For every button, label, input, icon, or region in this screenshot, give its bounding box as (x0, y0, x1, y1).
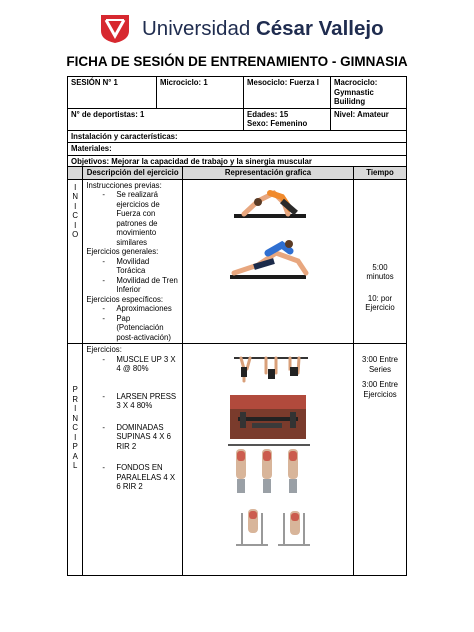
page-title: FICHA DE SESIÓN DE ENTRENAMIENTO - GIMNASIA (66, 54, 408, 69)
strength-exercise-illustration (186, 345, 350, 571)
principal-letter: N (72, 413, 78, 423)
list-item-text: DOMINADAS SUPINAS 4 X 6 RIR 2 (116, 422, 171, 451)
list-item-text: Ejercicios generales: (86, 247, 159, 256)
list-item-text: Instrucciones previas: (86, 180, 162, 190)
bullet-dash: - (102, 463, 105, 472)
bullet-dash: - (102, 304, 105, 313)
bullet-dash: - (102, 190, 105, 199)
list-item (86, 355, 179, 374)
list-item (86, 314, 179, 343)
level: Nivel: Amateur (331, 108, 407, 130)
athletes-count: N° de deportistas: 1 (68, 108, 244, 130)
time-inicio (354, 179, 407, 344)
list-item-text: Movilidad Torácica (116, 256, 150, 275)
ages: Edades: 15 (247, 109, 289, 119)
list-item (86, 247, 179, 257)
description-header: Descripción del ejercicio (83, 167, 183, 180)
table-row-inicio (68, 179, 407, 344)
list-item-text: Se realizará ejercicios de Fuerza con patrones de movimiento similares (116, 190, 160, 247)
principal-letter: I (74, 404, 77, 413)
list-item (86, 257, 179, 276)
bullet-dash: - (102, 422, 105, 432)
inicio-letter: N (72, 192, 78, 201)
phase-label-principal (68, 344, 83, 576)
list-item-text: Aproximaciones (116, 304, 172, 313)
list-item (86, 181, 179, 191)
description-principal (83, 344, 183, 576)
principal-letter: P (72, 442, 78, 451)
inicio-letter: I (74, 201, 77, 211)
principal-letter: L (72, 461, 78, 470)
time-principal-exercises: 3:00 Entre Ejercicios (362, 380, 398, 399)
mesocycle: Mesociclo: Fuerza I (244, 77, 331, 109)
graphic-inicio (182, 179, 353, 344)
bullet-dash: - (102, 275, 105, 285)
university-name: Universidad César Vallejo (142, 17, 384, 40)
table-row-principal (68, 344, 407, 576)
session-info-table (67, 76, 407, 168)
mobility-exercise-illustration (186, 181, 350, 327)
sex: Sexo: Femenino (247, 119, 308, 128)
bullet-dash: - (102, 391, 105, 401)
graphic-header: Representación grafica (182, 167, 353, 180)
phase-header (68, 167, 83, 180)
list-item (86, 345, 179, 355)
installation: Instalación y características: (68, 130, 407, 143)
university-logo (100, 14, 384, 44)
inicio-letter: O (72, 230, 79, 239)
list-item-text: Ejercicios específicos: (86, 294, 164, 304)
bullet-dash: - (102, 256, 105, 266)
list-item (86, 423, 179, 452)
principal-letter: P (72, 385, 78, 394)
list-item (86, 295, 179, 305)
list-item-text: FONDOS EN PARALELAS 4 X 6 RIR 2 (116, 463, 176, 491)
bullet-dash: - (102, 313, 105, 323)
microcycle: Microciclo: 1 (157, 77, 244, 109)
inicio-letter: I (74, 182, 77, 192)
ages-sex (244, 108, 331, 130)
list-item-text: LARSEN PRESS 3 X 4 80% (116, 391, 177, 410)
inicio-letter: I (74, 220, 77, 230)
objectives: Objetivos: Mejorar la capacidad de trabajo y la sinergia muscular (68, 155, 407, 168)
principal-letter: A (72, 451, 78, 461)
materials: Materiales: (68, 143, 407, 156)
inicio-letter: C (72, 211, 78, 220)
time-principal (354, 344, 407, 576)
macrocycle: Macrociclo: Gymnastic Builidng (331, 77, 407, 109)
bullet-dash: - (102, 354, 105, 364)
time-inicio-specific: 10: por Ejercicio (365, 293, 395, 312)
description-inicio (83, 179, 183, 344)
graphic-principal (182, 344, 353, 576)
time-principal-series: 3:00 Entre Series (362, 355, 398, 374)
principal-letter: C (72, 423, 78, 432)
session-number: SESIÓN N° 1 (68, 77, 157, 109)
list-item (86, 190, 179, 247)
university-shield-icon (100, 14, 130, 44)
time-header: Tiempo (354, 167, 407, 180)
phase-label-inicio (68, 179, 83, 344)
list-item (86, 304, 179, 314)
list-item-text: Ejercicios: (86, 345, 122, 354)
list-item-text: Pap (Potenciación post-activación) (116, 313, 171, 342)
list-item-text: MUSCLE UP 3 X 4 @ 80% (116, 354, 176, 373)
time-inicio-general: 5:00 minutos (366, 262, 394, 281)
principal-letter: R (72, 394, 78, 404)
list-item (86, 392, 179, 411)
exercise-table (67, 166, 407, 576)
principal-letter: I (74, 432, 77, 442)
list-item (86, 276, 179, 295)
list-item (86, 463, 179, 492)
list-item-text: Movilidad de Tren Inferior (116, 275, 178, 294)
